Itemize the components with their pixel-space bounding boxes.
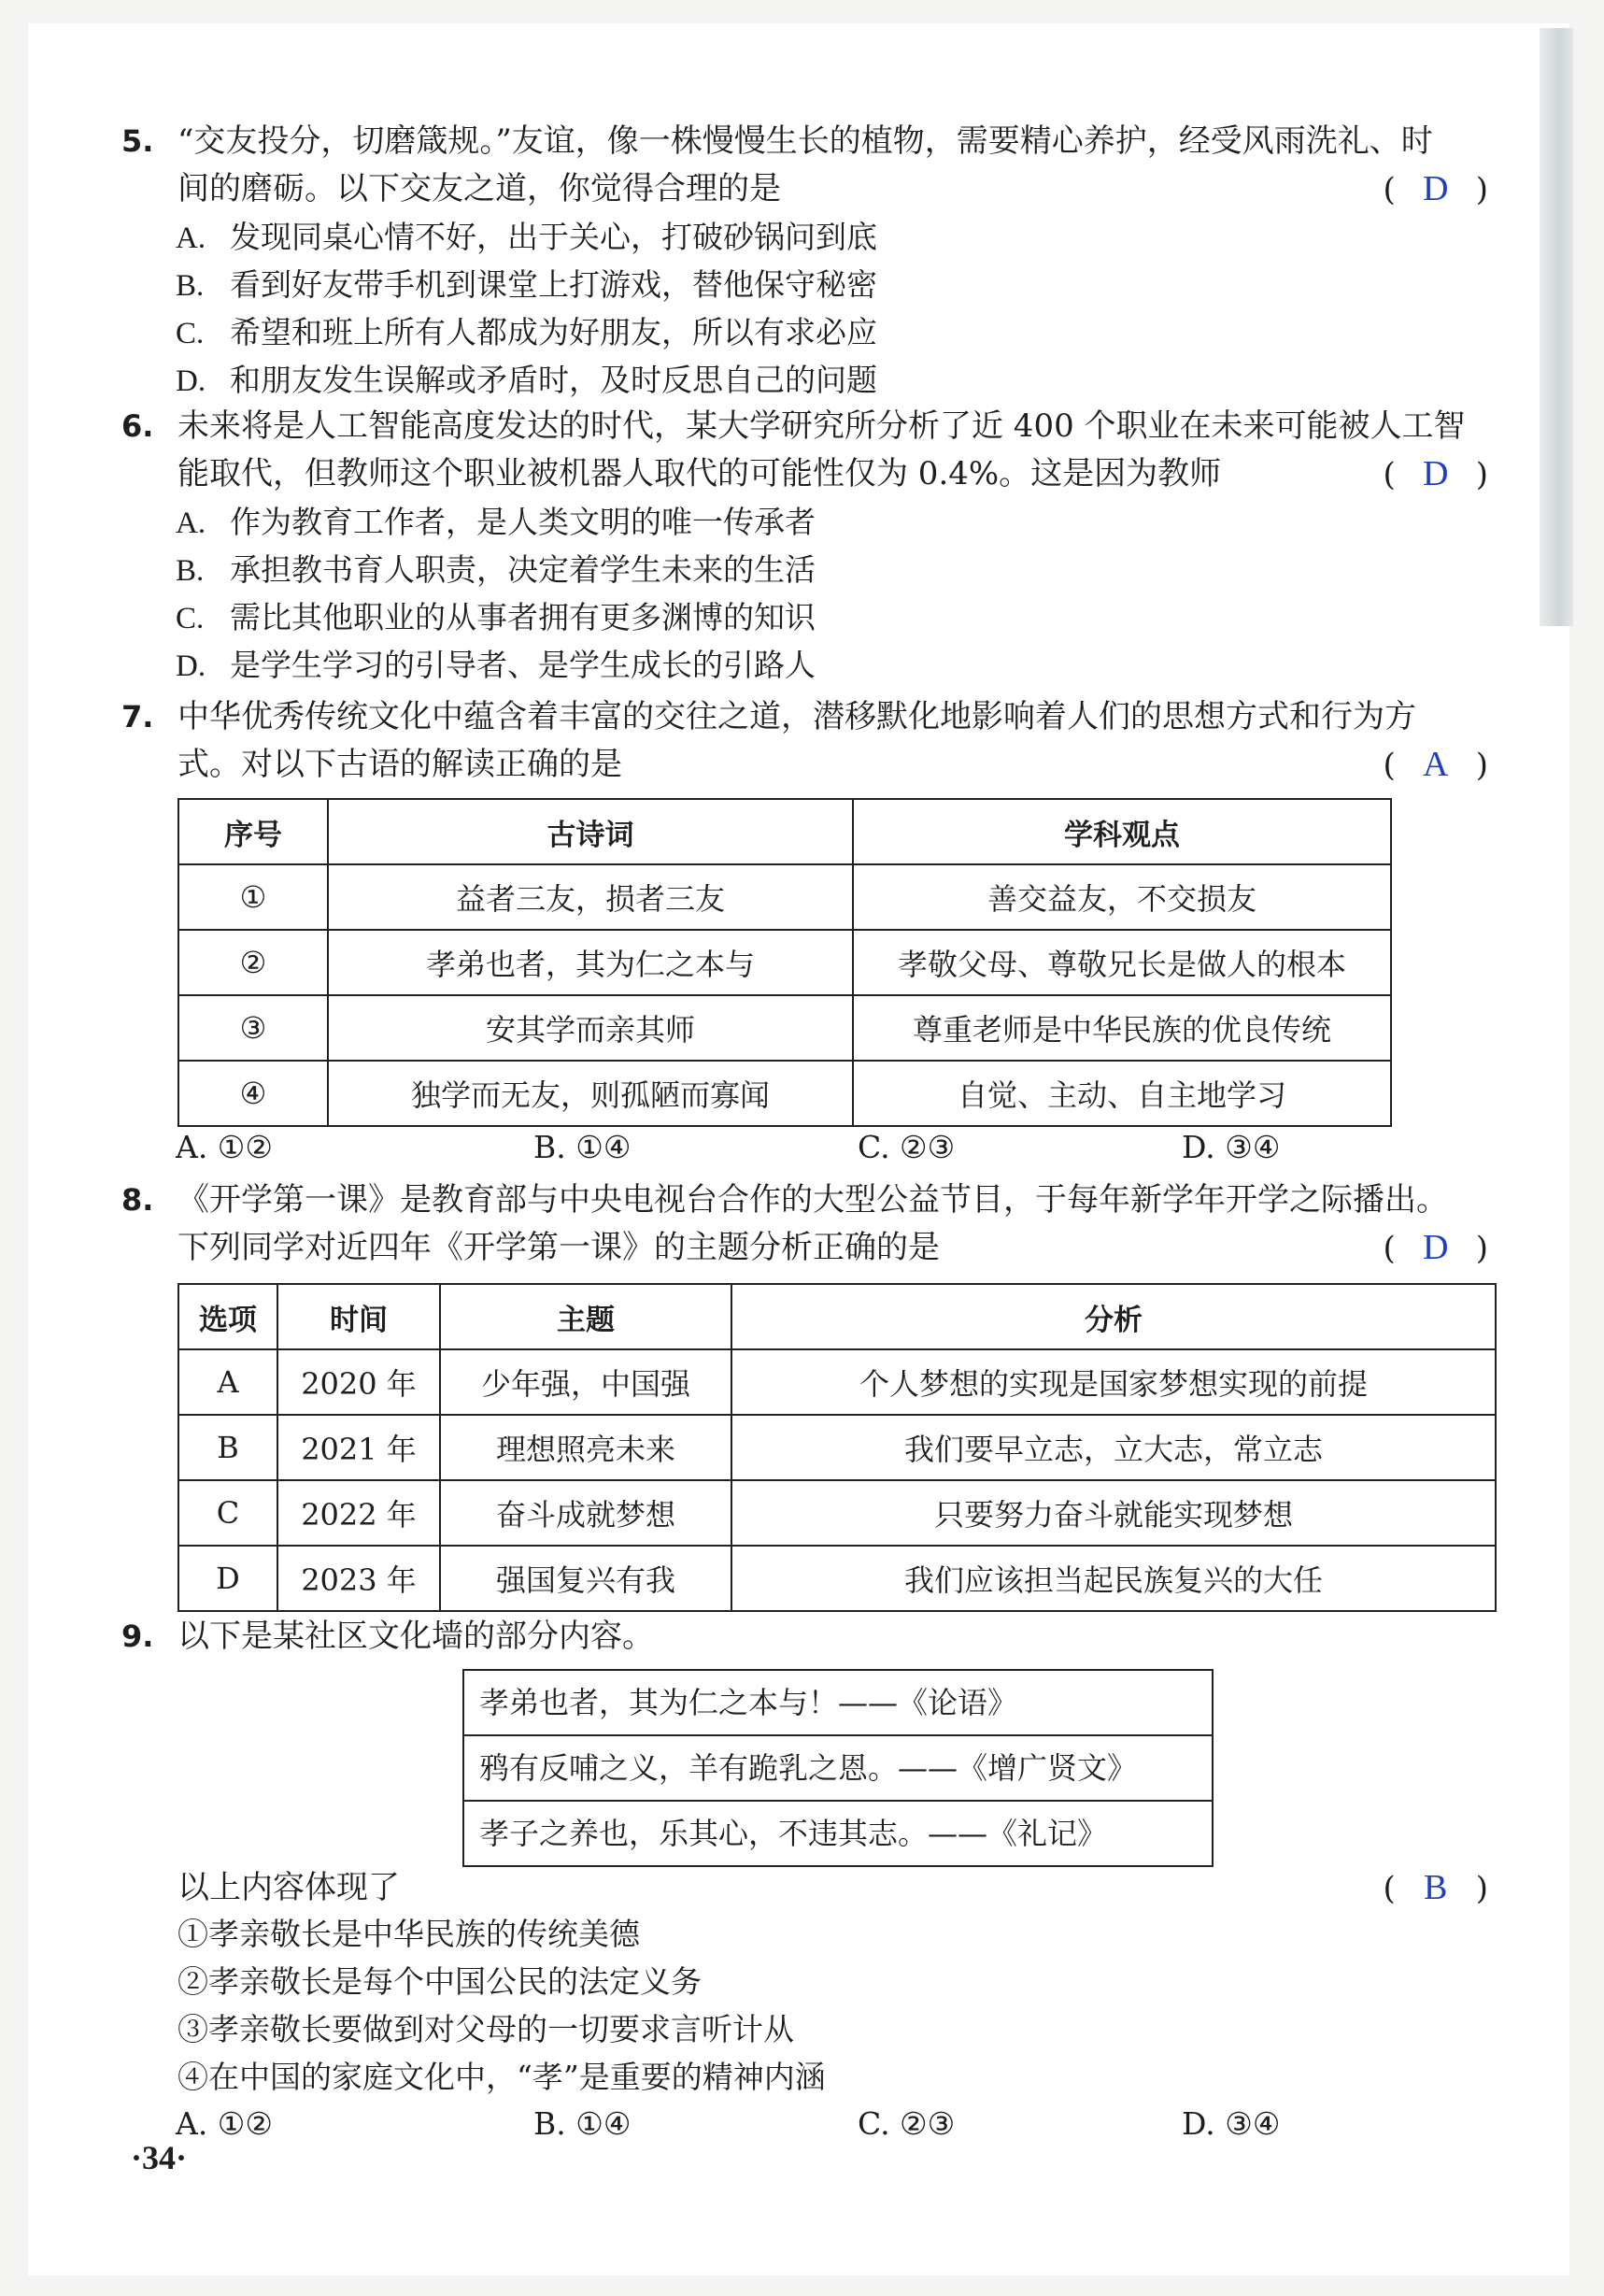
page-edge bbox=[1540, 28, 1573, 626]
table-row: A 2020 年 少年强，中国强 个人梦想的实现是国家梦想实现的前提 bbox=[178, 1349, 1496, 1415]
question-6 bbox=[121, 403, 1488, 498]
statement: ③孝亲敬长要做到对父母的一切要求言听计从 bbox=[177, 2011, 794, 2047]
choice: C. ②③ bbox=[858, 2105, 956, 2142]
statement: ①孝亲敬长是中华民族的传统美德 bbox=[177, 1916, 640, 1952]
option: C. 希望和班上所有人都成为好朋友，所以有求必应 bbox=[176, 314, 877, 350]
choice: D. ③④ bbox=[1182, 2105, 1281, 2142]
question-text-line1: 中华优秀传统文化中蕴含着丰富的交往之道，潜移默化地影响着人们的思想方式和行为方 bbox=[177, 698, 1416, 735]
option: D. 是学生学习的引导者、是学生成长的引路人 bbox=[176, 647, 816, 683]
table-header: 序号 bbox=[178, 799, 328, 864]
question-text-line1: 未来将是人工智能高度发达的时代，某大学研究所分析了近 400 个职业在未来可能被人工智 bbox=[177, 407, 1466, 445]
question-number: 9. bbox=[121, 1619, 154, 1654]
table-header: 学科观点 bbox=[853, 799, 1391, 864]
choice: D. ③④ bbox=[1182, 1129, 1281, 1165]
question-text-line2: 下列同学对近四年《开学第一课》的主题分析正确的是 bbox=[177, 1229, 940, 1266]
question-text-line2: 能取代，但教师这个职业被机器人取代的可能性仅为 0.4%。这是因为教师 bbox=[177, 455, 1222, 492]
answer: D bbox=[1423, 454, 1449, 493]
table-header: 主题 bbox=[440, 1284, 731, 1349]
choice: C. ②③ bbox=[858, 1129, 956, 1165]
answer-bracket: ( D ) bbox=[1383, 1224, 1488, 1273]
answer-bracket: ( D ) bbox=[1383, 450, 1488, 499]
question-9-stem bbox=[124, 1864, 1488, 1912]
culture-wall-box bbox=[462, 1669, 1214, 1867]
table-header-row bbox=[178, 799, 1391, 864]
table-header-row bbox=[178, 1284, 1496, 1349]
question-text-line1: 以下是某社区文化墙的部分内容。 bbox=[177, 1618, 654, 1655]
table-row: ④ 独学而无友，则孤陋而寡闻 自觉、主动、自主地学习 bbox=[178, 1061, 1391, 1126]
quote-line: 鸦有反哺之义，羊有跪乳之恩。——《增广贤文》 bbox=[464, 1736, 1212, 1802]
quote-line: 孝弟也者，其为仁之本与！——《论语》 bbox=[464, 1671, 1212, 1736]
answer-bracket: ( D ) bbox=[1383, 165, 1488, 214]
question-number: 8. bbox=[121, 1182, 154, 1218]
table-header: 时间 bbox=[277, 1284, 440, 1349]
answer-bracket: ( A ) bbox=[1383, 741, 1488, 790]
option: A. 作为教育工作者，是人类文明的唯一传承者 bbox=[176, 504, 816, 540]
option: D. 和朋友发生误解或矛盾时，及时反思自己的问题 bbox=[176, 362, 877, 398]
question-text-line2: 间的磨砺。以下交友之道，你觉得合理的是 bbox=[177, 170, 781, 207]
answer: B bbox=[1424, 1868, 1448, 1907]
table-row: ① 益者三友，损者三友 善交益友，不交损友 bbox=[178, 864, 1391, 930]
question-text-line1: 《开学第一课》是教育部与中央电视台合作的大型公益节目，于每年新学年开学之际播出。 bbox=[177, 1181, 1448, 1219]
question-stem: 以上内容体现了 bbox=[177, 1869, 400, 1906]
table-header: 分析 bbox=[731, 1284, 1496, 1349]
option: B. 看到好友带手机到课堂上打游戏，替他保守秘密 bbox=[176, 266, 877, 303]
question-8 bbox=[121, 1177, 1488, 1272]
option: B. 承担教书育人职责，决定着学生未来的生活 bbox=[176, 551, 816, 588]
question-text-line2: 式。对以下古语的解读正确的是 bbox=[177, 746, 622, 783]
option: A. 发现同桌心情不好，出于关心，打破砂锅问到底 bbox=[176, 219, 877, 255]
answer: D bbox=[1423, 1228, 1449, 1267]
classical-quotes-table bbox=[177, 798, 1392, 1127]
option: C. 需比其他职业的从事者拥有更多渊博的知识 bbox=[176, 599, 816, 635]
choice: A. ①② bbox=[176, 1129, 273, 1165]
table-row: B 2021 年 理想照亮未来 我们要早立志，立大志，常立志 bbox=[178, 1415, 1496, 1480]
statement: ②孝亲敬长是每个中国公民的法定义务 bbox=[177, 1963, 702, 2000]
table-row: C 2022 年 奋斗成就梦想 只要努力奋斗就能实现梦想 bbox=[178, 1480, 1496, 1546]
question-number: 5. bbox=[121, 123, 154, 159]
choice: B. ①④ bbox=[533, 2105, 632, 2142]
lesson-themes-table bbox=[177, 1283, 1497, 1612]
table-row: D 2023 年 强国复兴有我 我们应该担当起民族复兴的大任 bbox=[178, 1546, 1496, 1611]
quote-line: 孝子之养也，乐其心，不违其志。——《礼记》 bbox=[479, 1816, 1108, 1851]
question-9 bbox=[121, 1613, 1488, 1661]
question-number: 7. bbox=[121, 699, 154, 734]
question-7 bbox=[121, 693, 1488, 789]
answer-bracket: ( B ) bbox=[1383, 1864, 1488, 1913]
question-5 bbox=[121, 118, 1488, 213]
table-header: 选项 bbox=[178, 1284, 277, 1349]
answer: A bbox=[1423, 745, 1449, 784]
choice: B. ①④ bbox=[533, 1129, 632, 1165]
answer: D bbox=[1423, 169, 1449, 208]
table-row: ③ 安其学而亲其师 尊重老师是中华民族的优良传统 bbox=[178, 995, 1391, 1061]
table-header: 古诗词 bbox=[328, 799, 853, 864]
statement: ④在中国的家庭文化中，“孝”是重要的精神内涵 bbox=[177, 2059, 826, 2095]
question-number: 6. bbox=[121, 408, 154, 444]
question-text-line1: “交友投分，切磨箴规。”友谊，像一株慢慢生长的植物，需要精心养护，经受风雨洗礼、时 bbox=[177, 122, 1433, 160]
choice: A. ①② bbox=[176, 2105, 273, 2142]
page-number: ·34· bbox=[131, 2139, 188, 2176]
table-row: ② 孝弟也者，其为仁之本与 孝敬父母、尊敬兄长是做人的根本 bbox=[178, 930, 1391, 995]
